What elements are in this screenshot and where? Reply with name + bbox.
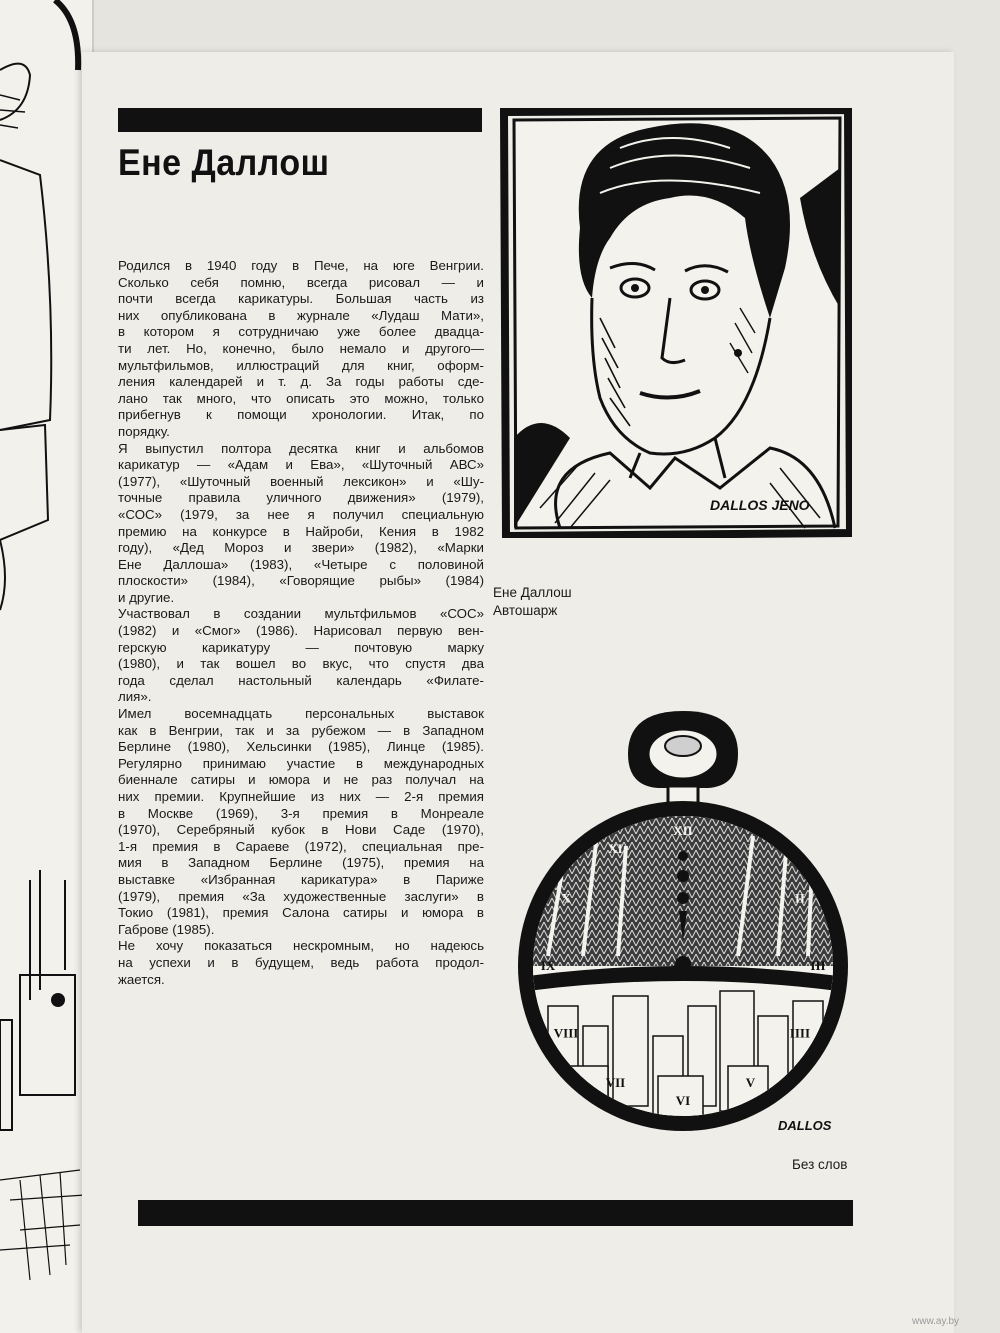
- article-line: них премии. Крупнейшие из них — 2-я премия: [118, 789, 484, 804]
- article-line: 1-я премия в Сараеве (1972), специальная пре-: [118, 838, 484, 854]
- article-line: в котором я сотрудничаю уже более двадца-: [118, 324, 484, 340]
- bottom-rule: [138, 1200, 853, 1226]
- article-line: герскую карикатуру — почтовую марку: [118, 639, 484, 655]
- portrait-caption: [493, 584, 572, 620]
- article-line: почти всегда карикатуры. Большая часть из: [118, 291, 484, 307]
- article-line: ления календарей и т. д. За годы работы сде-: [118, 374, 484, 390]
- article-line: порядку.: [118, 423, 170, 439]
- watch-numeral: XI: [608, 841, 623, 857]
- article-line: ти лет. Но, конечно, было немало и другого—: [118, 340, 484, 356]
- article-line: выставке «Избранная карикатура» в Париже: [118, 871, 484, 887]
- watch-numeral: II: [794, 890, 805, 906]
- article-line: прибегнув к помощи хронологии. Итак, по: [118, 407, 484, 423]
- article-line: лано так много, что описать это можно, только: [118, 390, 484, 406]
- watch-numeral: IIII: [789, 1025, 811, 1041]
- article-line: года сделал настольный календарь «Филате-: [118, 672, 484, 688]
- watch-signature: DALLOS: [778, 1118, 832, 1133]
- article-line: Габрове (1985).: [118, 921, 215, 937]
- watch-numeral: V: [745, 1074, 756, 1090]
- watch-numeral: IX: [540, 958, 556, 973]
- article-title: Ене Даллош: [118, 142, 330, 183]
- article-line: плоскости» (1984), «Говорящие рыбы» (1984): [118, 573, 484, 589]
- article-line: Родился в 1940 году в Пече, на юге Венгрии.: [118, 258, 484, 273]
- article-line: Я выпустил полтора десятка книг и альбомов: [118, 440, 484, 456]
- article-line: жается.: [118, 971, 165, 987]
- article-line: Не хочу показаться нескромным, но надеюсь: [118, 938, 484, 954]
- article-line: году), «Дед Мороз и звери» (1982), «Марки: [118, 540, 484, 556]
- portrait-caption-subtitle: Автошарж: [493, 603, 558, 618]
- watch-numeral: VIII: [553, 1025, 579, 1041]
- article-line: (1977), «Шуточный военный лексикон» и «Шу-: [118, 473, 484, 489]
- article-line: как в Венгрии, так и за рубежом — в Западном: [118, 722, 484, 738]
- self-caricature-illustration: [500, 108, 852, 538]
- adjacent-page: [0, 0, 94, 1333]
- article-line: Берлине (1980), Хельсинки (1985), Линце (1985).: [118, 739, 484, 755]
- article-line: (1980), и так вошел во вкус, что спустя два: [118, 656, 484, 672]
- article-line: Сколько себя помню, всегда рисовал — и: [118, 274, 484, 290]
- article-line: на успехи и в будущем, ведь работа продол-: [118, 954, 484, 970]
- article-line: (1970), Серебряный кубок в Нови Саде (1970),: [118, 822, 484, 838]
- article-line: премию на конкурсе в Найроби, Кения в 1982: [118, 523, 484, 539]
- article-line: лия».: [118, 689, 152, 705]
- article-line: мия в Западном Берлине (1975), премия на: [118, 855, 484, 871]
- watch-numeral: I: [747, 841, 754, 857]
- article-line: карикатур — «Адам и Ева», «Шуточный АВС»: [118, 457, 484, 473]
- watermark: www.ay.by: [912, 1316, 960, 1327]
- watch-numeral: XII: [673, 823, 693, 838]
- article-line: них опубликована в журнале «Лудаш Мати»,: [118, 307, 484, 323]
- article-line: мультфильмов, иллюстраций для книг, оформ-: [118, 357, 484, 373]
- article-line: Токио (1981), премия Салона сатиры и юмора в: [118, 905, 484, 921]
- watch-caption: Без слов: [792, 1157, 848, 1172]
- article-line: биеннале сатиры и юмора и не раз получал на: [118, 772, 484, 788]
- portrait-signature: DALLOS JENO: [710, 497, 810, 513]
- portrait-caption-name: Ене Даллош: [493, 585, 572, 600]
- article-line: (1979), премия «За художественные заслуги» в: [118, 888, 484, 904]
- top-rule: [118, 108, 482, 132]
- watch-numeral: III: [810, 958, 826, 973]
- article-line: (1982) и «Смог» (1986). Нарисовал первую вен-: [118, 623, 484, 639]
- article-line: «СОС» (1979, за нее я получил специальную: [118, 506, 484, 522]
- article-line: Участвовал в создании мультфильмов «СОС»: [118, 606, 484, 622]
- article-line: Регулярно принимаю участие в международных: [118, 755, 484, 771]
- watch-numeral: VII: [605, 1074, 626, 1090]
- watch-numeral: X: [561, 890, 571, 906]
- article-body: [118, 258, 484, 988]
- adjacent-page-drawing: [0, 0, 92, 1333]
- article-line: и другие.: [118, 589, 175, 605]
- article-line: точные правила уличного движения» (1979),: [118, 490, 484, 506]
- article-line: Имел восемнадцать персональных выставок: [118, 706, 484, 722]
- watch-numeral: VI: [675, 1093, 691, 1108]
- article-line: в Москве (1969), 3-я премия в Монреале: [118, 805, 484, 821]
- article-line: Ене Даллоша» (1983), «Четыре с половиной: [118, 556, 484, 572]
- pocket-watch-illustration: [508, 706, 854, 1146]
